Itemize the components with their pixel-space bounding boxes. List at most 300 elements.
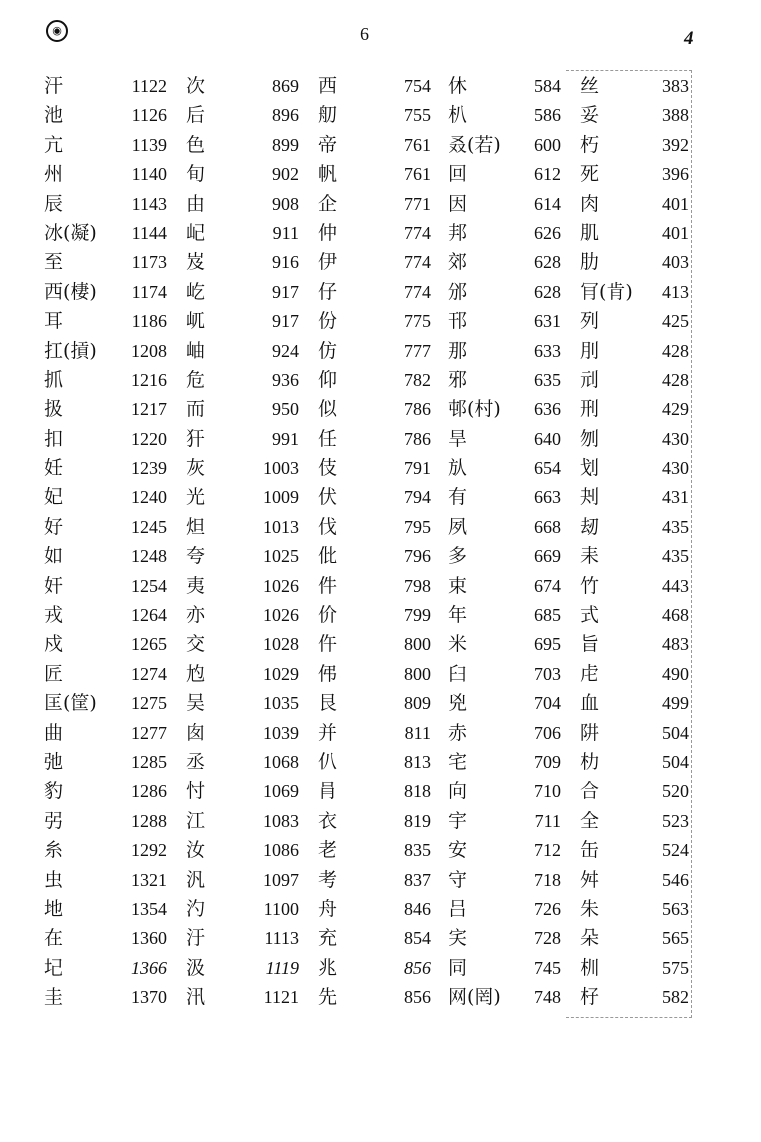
index-number: 754 (404, 76, 431, 96)
index-number: 636 (534, 399, 561, 420)
index-number: 1264 (131, 605, 167, 626)
index-number: 435 (662, 546, 689, 567)
page-number-center: 6 (360, 24, 369, 44)
index-character: 束 (448, 574, 468, 597)
index-character: 如 (44, 545, 64, 568)
index-character: 地 (44, 897, 64, 920)
index-number: 795 (404, 516, 431, 537)
index-number: 1275 (131, 693, 167, 714)
index-number: 1254 (131, 575, 167, 596)
index-character: 向 (448, 780, 468, 803)
index-character: 好 (44, 515, 64, 538)
index-number: 917 (272, 281, 299, 302)
index-character: 有 (448, 486, 468, 509)
index-number: 392 (662, 134, 689, 155)
index-character: 宅 (448, 750, 468, 773)
index-number: 709 (534, 751, 561, 772)
index-character: 扱 (44, 398, 64, 421)
index-character: 夸 (186, 545, 206, 568)
index-number: 1126 (131, 105, 167, 126)
index-character: 汎 (186, 868, 206, 891)
index-character: 杊 (580, 956, 600, 979)
index-character: 旬 (186, 163, 206, 186)
index-number: 813 (404, 751, 431, 772)
index-number: 774 (404, 252, 431, 273)
table-row (0, 395, 761, 424)
table-row (0, 630, 761, 659)
index-character: 舠 (318, 104, 338, 127)
index-character: 圭 (44, 986, 64, 1009)
index-character: 亢 (44, 133, 64, 156)
index-character: 汝 (186, 839, 206, 862)
index-character: 灰 (186, 457, 206, 480)
index-character: 抓 (44, 368, 64, 391)
index-number: 668 (534, 516, 561, 537)
index-character: 朽 (580, 133, 600, 156)
index-number: 575 (662, 957, 689, 978)
table-row (0, 131, 761, 160)
index-character: 仳 (318, 545, 338, 568)
index-number: 685 (534, 605, 561, 626)
index-number: 1208 (131, 340, 167, 361)
index-character: 邠 (448, 280, 468, 303)
index-character: 任 (318, 427, 338, 450)
index-number: 1274 (131, 663, 167, 684)
index-character: 弛 (44, 750, 64, 773)
index-character: 郊 (448, 251, 468, 274)
index-number: 1035 (263, 693, 299, 714)
index-character: 肉 (580, 192, 600, 215)
index-character: 舛 (580, 868, 600, 891)
index-number: 523 (662, 810, 689, 831)
index-character: 划 (580, 457, 600, 480)
index-character: 辰 (44, 192, 64, 215)
index-character: 而 (186, 398, 206, 421)
index-number: 565 (662, 928, 689, 949)
index-number: 582 (662, 987, 689, 1008)
table-row (0, 542, 761, 571)
index-character: 艮 (318, 692, 338, 715)
index-number: 383 (662, 76, 689, 96)
index-character: 回 (448, 163, 468, 186)
index-number: 726 (534, 898, 561, 919)
index-number: 835 (404, 840, 431, 861)
index-number: 1119 (265, 957, 299, 978)
index-number: 584 (534, 76, 561, 96)
index-number: 654 (534, 458, 561, 479)
page-number-right: 4 (684, 28, 694, 49)
index-number: 1285 (131, 751, 167, 772)
index-number: 800 (404, 663, 431, 684)
index-number: 786 (404, 428, 431, 449)
index-character: 汛 (186, 986, 206, 1009)
index-character: 伎 (318, 457, 338, 480)
index-number: 1248 (131, 546, 167, 567)
index-number: 728 (534, 928, 561, 949)
index-number: 1009 (263, 487, 299, 508)
index-character: 刓 (580, 368, 600, 391)
index-character: 妃 (44, 486, 64, 509)
index-number: 1097 (263, 869, 299, 890)
index-number: 1143 (131, 193, 167, 214)
index-number: 1026 (263, 575, 299, 596)
table-row (0, 190, 761, 219)
table-row (0, 748, 761, 777)
index-character: 充 (318, 927, 338, 950)
index-number: 431 (662, 487, 689, 508)
index-character: 吕 (448, 897, 468, 920)
index-character: 列 (580, 310, 600, 333)
index-number: 896 (272, 105, 299, 126)
index-number: 483 (662, 634, 689, 655)
index-character: 守 (448, 868, 468, 891)
index-number: 504 (662, 722, 689, 743)
table-row (0, 219, 761, 248)
index-character: 网(罔) (448, 986, 501, 1009)
index-character: 江 (186, 809, 206, 832)
index-character: 次 (186, 75, 206, 97)
index-number: 1039 (263, 722, 299, 743)
index-number: 396 (662, 164, 689, 185)
index-character: 朳 (448, 104, 468, 127)
index-number: 798 (404, 575, 431, 596)
index-character: 光 (186, 486, 206, 509)
index-number: 718 (534, 869, 561, 890)
index-character: 宇 (448, 809, 468, 832)
index-number: 1083 (263, 810, 299, 831)
index-character: 由 (186, 192, 206, 215)
index-character: 衣 (318, 809, 338, 832)
table-row (0, 601, 761, 630)
index-number: 1122 (131, 76, 167, 96)
table-row (0, 513, 761, 542)
index-number: 799 (404, 605, 431, 626)
table-row (0, 160, 761, 189)
index-number: 524 (662, 840, 689, 861)
table-row (0, 278, 761, 307)
index-number: 1144 (131, 222, 167, 243)
index-number: 633 (534, 340, 561, 361)
index-character: 炟 (186, 515, 206, 538)
index-number: 745 (534, 957, 561, 978)
index-character: 全 (580, 809, 600, 832)
index-number: 924 (272, 340, 299, 361)
index-number: 430 (662, 428, 689, 449)
index-number: 950 (272, 399, 299, 420)
index-number: 1121 (263, 987, 299, 1008)
index-number: 1069 (263, 781, 299, 802)
index-character: 屼 (186, 310, 206, 333)
index-number: 413 (662, 281, 689, 302)
index-character: 并 (318, 721, 338, 744)
index-character: 囱 (186, 721, 206, 744)
index-number: 794 (404, 487, 431, 508)
index-character: 屹 (186, 280, 206, 303)
table-row (0, 836, 761, 865)
index-character: 汋 (186, 897, 206, 920)
index-number: 490 (662, 663, 689, 684)
index-number: 635 (534, 369, 561, 390)
index-number: 435 (662, 516, 689, 537)
index-number: 755 (404, 105, 431, 126)
index-character: 死 (580, 163, 600, 186)
index-character: 邗 (448, 310, 468, 333)
index-number: 1286 (131, 781, 167, 802)
index-character: 在 (44, 927, 64, 950)
index-character: 多 (448, 545, 468, 568)
index-number: 1113 (264, 928, 299, 949)
index-number: 1139 (131, 134, 167, 155)
index-character: 肋 (580, 251, 600, 274)
index-number: 1239 (131, 458, 167, 479)
index-character: 式 (580, 604, 600, 627)
index-character: 糸 (44, 839, 64, 862)
publisher-logo-icon: ◉ (46, 20, 68, 42)
index-number: 640 (534, 428, 561, 449)
table-row (0, 307, 761, 336)
index-number: 991 (272, 428, 299, 449)
index-character: 帆 (318, 163, 338, 186)
index-number: 917 (272, 311, 299, 332)
table-row (0, 572, 761, 601)
index-character: 奸 (44, 574, 64, 597)
index-character: 丞 (186, 750, 206, 773)
index-character: 丝 (580, 75, 600, 97)
index-character: 耒 (580, 545, 600, 568)
index-number: 782 (404, 369, 431, 390)
index-number: 628 (534, 281, 561, 302)
index-character: 仔 (318, 280, 338, 303)
index-character: 企 (318, 192, 338, 215)
index-character: 伏 (318, 486, 338, 509)
index-number: 1028 (263, 634, 299, 655)
index-number: 499 (662, 693, 689, 714)
index-number: 809 (404, 693, 431, 714)
index-character: 池 (44, 104, 64, 127)
index-number: 796 (404, 546, 431, 567)
index-number: 899 (272, 134, 299, 155)
index-character: 邨(村) (448, 398, 501, 421)
index-character: 那 (448, 339, 468, 362)
index-number: 774 (404, 281, 431, 302)
table-row (0, 866, 761, 895)
index-number: 428 (662, 340, 689, 361)
index-number: 837 (404, 869, 431, 890)
index-character: 杍 (580, 986, 600, 1009)
index-character: 豹 (44, 780, 64, 803)
index-character: 屺 (186, 221, 206, 244)
index-character: 扛(摃) (44, 339, 97, 362)
index-number: 704 (534, 693, 561, 714)
index-character: 叒(若) (448, 133, 501, 156)
index-number: 1173 (131, 252, 167, 273)
index-character: 匡(筐) (44, 692, 97, 715)
table-row (0, 101, 761, 130)
index-character: 圮 (44, 956, 64, 979)
index-character: 朸 (580, 750, 600, 773)
index-character: 肙 (318, 780, 338, 803)
index-character: 价 (318, 604, 338, 627)
index-number: 856 (404, 957, 431, 978)
index-character: 年 (448, 604, 468, 627)
index-character: 老 (318, 839, 338, 862)
index-number: 1220 (131, 428, 167, 449)
index-number: 791 (404, 458, 431, 479)
table-row (0, 924, 761, 953)
index-number: 1321 (131, 869, 167, 890)
index-character: 至 (44, 251, 64, 274)
index-character: 色 (186, 133, 206, 156)
index-number: 1025 (263, 546, 299, 567)
index-character: 肎(肯) (580, 280, 633, 303)
index-number: 546 (662, 869, 689, 890)
index-number: 856 (404, 987, 431, 1008)
index-character: 㫃 (448, 457, 468, 480)
index-character: 米 (448, 633, 468, 656)
index-character: 仰 (318, 368, 338, 391)
index-number: 1003 (263, 458, 299, 479)
table-row (0, 248, 761, 277)
index-character: 合 (580, 780, 600, 803)
index-number: 1026 (263, 605, 299, 626)
index-character: 刎 (580, 427, 600, 450)
index-character: 后 (186, 104, 206, 127)
index-number: 1086 (263, 840, 299, 861)
index-character: 缶 (580, 839, 600, 862)
index-number: 936 (272, 369, 299, 390)
index-character: 竹 (580, 574, 600, 597)
index-number: 1370 (131, 987, 167, 1008)
index-number: 911 (272, 222, 299, 243)
index-number: 430 (662, 458, 689, 479)
index-character: 仿 (318, 339, 338, 362)
index-character: 刑 (580, 398, 600, 421)
table-row (0, 983, 761, 1012)
index-number: 811 (404, 722, 431, 743)
index-character: 血 (580, 692, 600, 715)
index-character: 耳 (44, 310, 64, 333)
index-number: 401 (662, 193, 689, 214)
index-number: 428 (662, 369, 689, 390)
index-number: 600 (534, 134, 561, 155)
index-number: 846 (404, 898, 431, 919)
index-character: 吴 (186, 692, 206, 715)
index-number: 1277 (131, 722, 167, 743)
index-number: 1140 (131, 164, 167, 185)
index-character: 安 (448, 839, 468, 862)
index-character: 份 (318, 310, 338, 333)
index-character: 兆 (318, 956, 338, 979)
index-character: 忖 (186, 780, 206, 803)
character-index-table (0, 72, 761, 1013)
index-character: 交 (186, 633, 206, 656)
index-character: 汲 (186, 956, 206, 979)
index-number: 1174 (131, 281, 167, 302)
index-character: 夙 (448, 515, 468, 538)
index-number: 771 (404, 193, 431, 214)
index-number: 1245 (131, 516, 167, 537)
index-character: 戍 (44, 633, 64, 656)
index-character: 休 (448, 75, 468, 97)
index-number: 1013 (263, 516, 299, 537)
index-character: 帝 (318, 133, 338, 156)
index-character: 因 (448, 192, 468, 215)
table-row (0, 954, 761, 983)
index-number: 520 (662, 781, 689, 802)
index-character: 夷 (186, 574, 206, 597)
index-number: 1240 (131, 487, 167, 508)
index-character: 汙 (186, 927, 206, 950)
index-character: 匠 (44, 662, 64, 685)
index-number: 674 (534, 575, 561, 596)
index-character: 邦 (448, 221, 468, 244)
index-number: 1100 (263, 898, 299, 919)
index-character: 虫 (44, 868, 64, 891)
index-number: 669 (534, 546, 561, 567)
index-character: 曲 (44, 721, 64, 744)
index-character: 仈 (318, 750, 338, 773)
index-number: 748 (534, 987, 561, 1008)
index-character: 考 (318, 868, 338, 891)
index-number: 908 (272, 193, 299, 214)
index-number: 902 (272, 164, 299, 185)
index-character: 仲 (318, 221, 338, 244)
table-row (0, 777, 761, 806)
index-number: 425 (662, 311, 689, 332)
page-header (0, 0, 761, 60)
index-character: 刖 (580, 339, 600, 362)
index-character: 弜 (44, 809, 64, 832)
index-character: 旨 (580, 633, 600, 656)
index-number: 800 (404, 634, 431, 655)
index-character: 阱 (580, 721, 600, 744)
index-number: 612 (534, 164, 561, 185)
index-character: 亦 (186, 604, 206, 627)
index-character: 虍 (580, 662, 600, 685)
index-number: 628 (534, 252, 561, 273)
index-number: 403 (662, 252, 689, 273)
index-character: 西(棲) (44, 280, 97, 303)
index-character: 危 (186, 368, 206, 391)
index-character: 件 (318, 574, 338, 597)
index-character: 岫 (186, 339, 206, 362)
index-character: 汗 (44, 75, 64, 97)
index-number: 777 (404, 340, 431, 361)
index-number: 504 (662, 751, 689, 772)
index-number: 854 (404, 928, 431, 949)
index-number: 1288 (131, 810, 167, 831)
index-character: 邪 (448, 368, 468, 391)
index-character: 扣 (44, 427, 64, 450)
index-character: 宎 (448, 927, 468, 950)
index-number: 703 (534, 663, 561, 684)
index-character: 先 (318, 986, 338, 1009)
index-number: 429 (662, 399, 689, 420)
index-number: 818 (404, 781, 431, 802)
index-number: 1354 (131, 898, 167, 919)
index-character: 西 (318, 75, 338, 97)
index-number: 761 (404, 164, 431, 185)
index-number: 775 (404, 311, 431, 332)
index-number: 706 (534, 722, 561, 743)
index-number: 1186 (131, 311, 167, 332)
index-character: 伄 (318, 662, 338, 685)
table-row (0, 719, 761, 748)
index-number: 916 (272, 252, 299, 273)
table-row (0, 660, 761, 689)
index-number: 1029 (263, 663, 299, 684)
index-character: 妊 (44, 457, 64, 480)
